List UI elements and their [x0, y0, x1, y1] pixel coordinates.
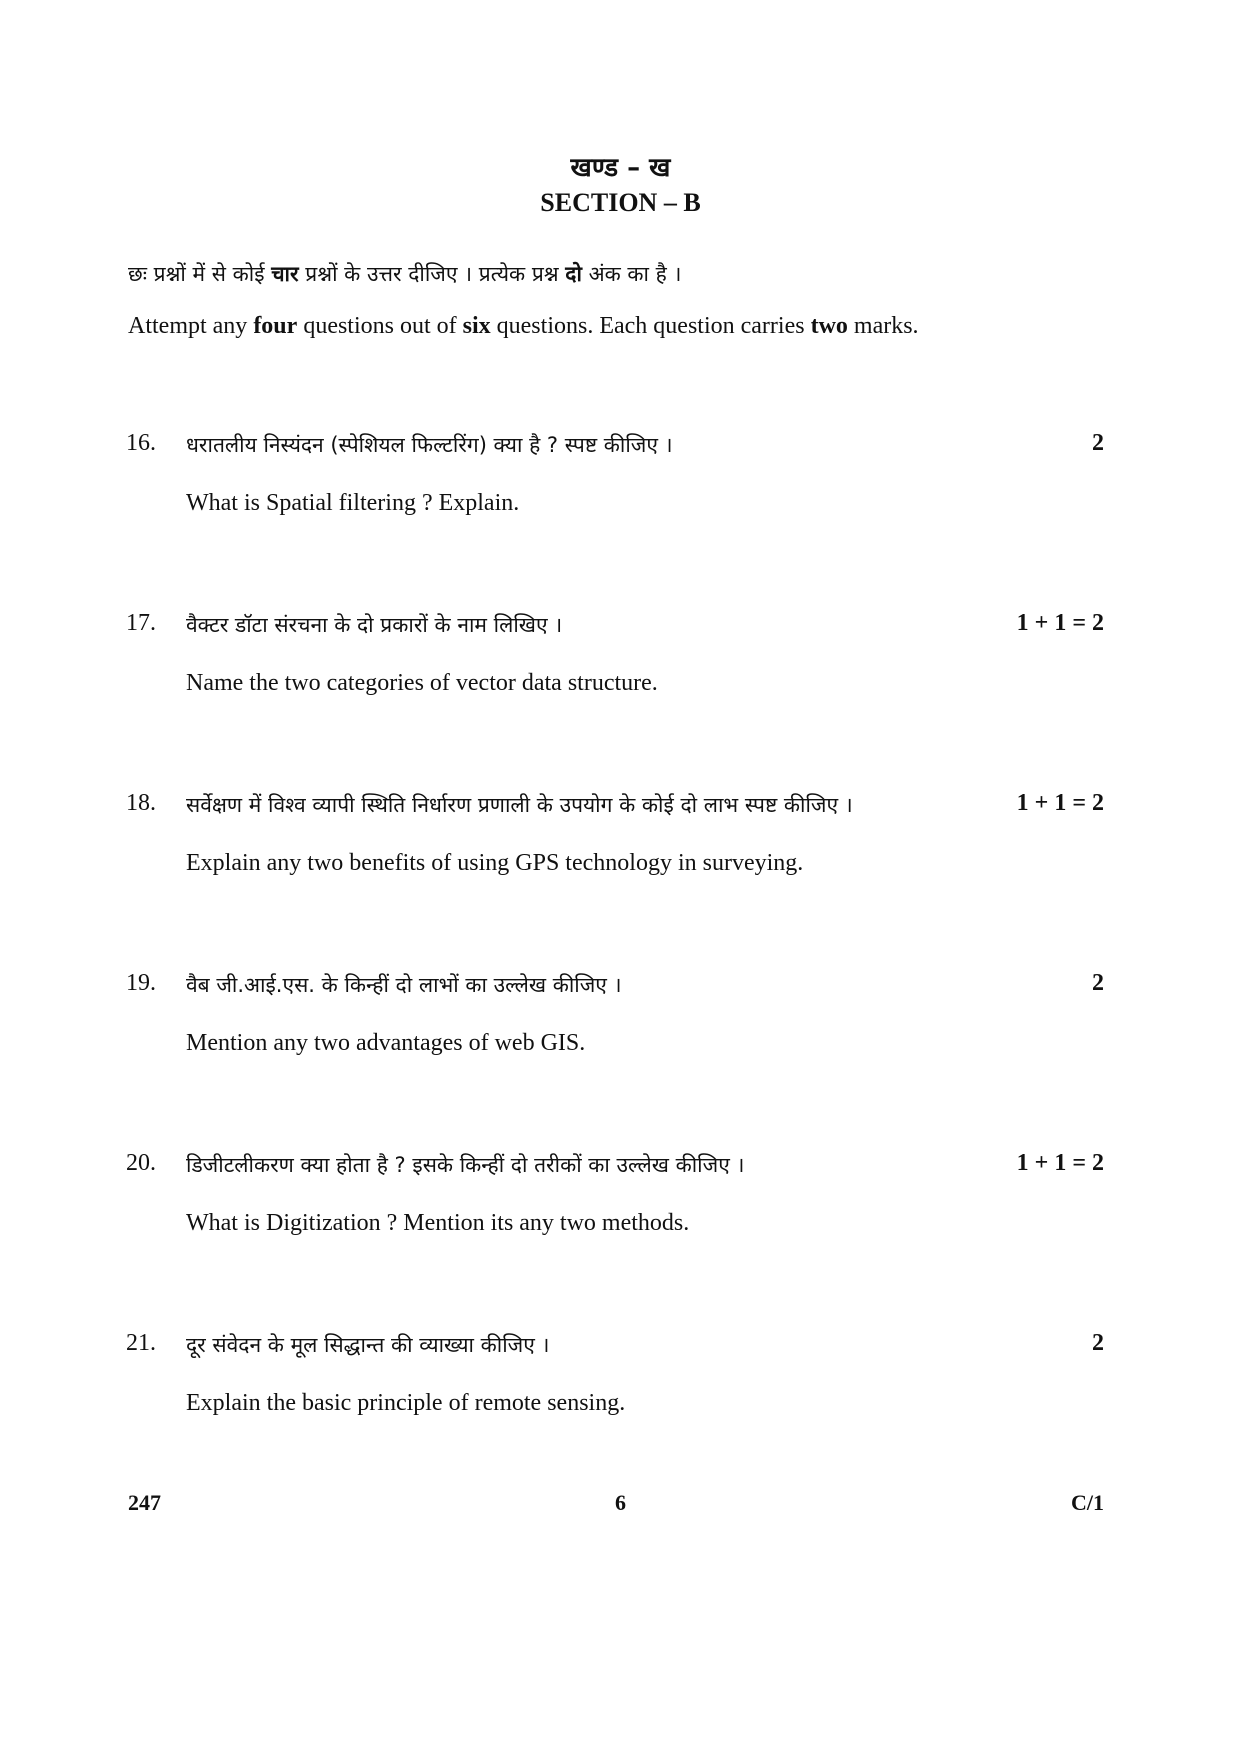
instruction-english-part: marks. — [847, 313, 919, 339]
question-number: 21. — [126, 1330, 156, 1356]
question-number: 20. — [126, 1150, 156, 1176]
question-text-hindi: वैब जी.आई.एस. के किन्हीं दो लाभों का उल्लेख कीजिए । — [186, 973, 622, 997]
question-19 — [0, 970, 1241, 1090]
question-text-english: Mention any two advantages of web GIS. — [186, 1030, 586, 1056]
question-text-hindi: वैक्टर डॉटा संरचना के दो प्रकारों के नाम लिखिए । — [186, 613, 563, 637]
question-text-english: Explain any two benefits of using GPS technology in surveying. — [186, 850, 804, 876]
question-text-english: Explain the basic principle of remote sensing. — [186, 1390, 626, 1416]
footer-paper-code: 247 — [128, 1490, 161, 1515]
instruction-english-part: Attempt any — [128, 313, 254, 339]
question-marks: 1 + 1 = 2 — [1016, 1150, 1104, 1176]
question-16 — [0, 430, 1241, 550]
question-marks: 1 + 1 = 2 — [1016, 790, 1104, 816]
instruction-english-part: questions out of — [297, 313, 463, 339]
instruction-hindi-part: प्रश्नों के उत्तर दीजिए । प्रत्येक प्रश्न — [298, 262, 566, 286]
question-17 — [0, 610, 1241, 730]
question-number: 16. — [126, 430, 156, 456]
question-20 — [0, 1150, 1241, 1270]
instruction-hindi-emphasis: दो — [565, 262, 582, 286]
instruction-english-emphasis: six — [462, 313, 491, 339]
question-number: 18. — [126, 790, 156, 816]
question-marks: 2 — [1092, 1330, 1104, 1356]
instruction-hindi-emphasis: चार — [271, 262, 299, 286]
question-21 — [0, 1330, 1241, 1450]
question-text-english: What is Digitization ? Mention its any two methods. — [186, 1210, 690, 1236]
question-text-hindi: दूर संवेदन के मूल सिद्धान्त की व्याख्या कीजिए । — [186, 1333, 550, 1357]
instruction-english-emphasis: two — [810, 313, 848, 339]
instruction-hindi-part: अंक का है । — [581, 262, 682, 286]
question-text-hindi: सर्वेक्षण में विश्व व्यापी स्थिति निर्धारण प्रणाली के उपयोग के कोई दो लाभ स्पष्ट कीजिए । — [186, 793, 853, 817]
instruction-english-part: questions. Each question carries — [490, 313, 811, 339]
footer-set-code: C/1 — [1071, 1490, 1104, 1515]
section-heading-english: SECTION – B — [540, 188, 701, 217]
question-marks: 1 + 1 = 2 — [1016, 610, 1104, 636]
question-18 — [0, 790, 1241, 910]
footer-page-number: 6 — [615, 1490, 626, 1515]
instruction-hindi — [128, 260, 681, 288]
question-text-english: Name the two categories of vector data structure. — [186, 670, 658, 696]
question-number: 19. — [126, 970, 156, 996]
question-number: 17. — [126, 610, 156, 636]
question-marks: 2 — [1092, 430, 1104, 456]
instruction-english — [128, 313, 919, 340]
section-heading-hindi: खण्ड – ख — [570, 153, 671, 183]
question-marks: 2 — [1092, 970, 1104, 996]
question-text-hindi: डिजीटलीकरण क्या होता है ? इसके किन्हीं दो तरीकों का उल्लेख कीजिए । — [186, 1153, 745, 1177]
question-text-hindi: धरातलीय निस्यंदन (स्पेशियल फिल्टरिंग) क्या है ? स्पष्ट कीजिए । — [186, 433, 673, 457]
instruction-hindi-part: छः प्रश्नों में से कोई — [128, 262, 272, 286]
instruction-english-emphasis: four — [253, 313, 298, 339]
question-text-english: What is Spatial filtering ? Explain. — [186, 490, 520, 516]
